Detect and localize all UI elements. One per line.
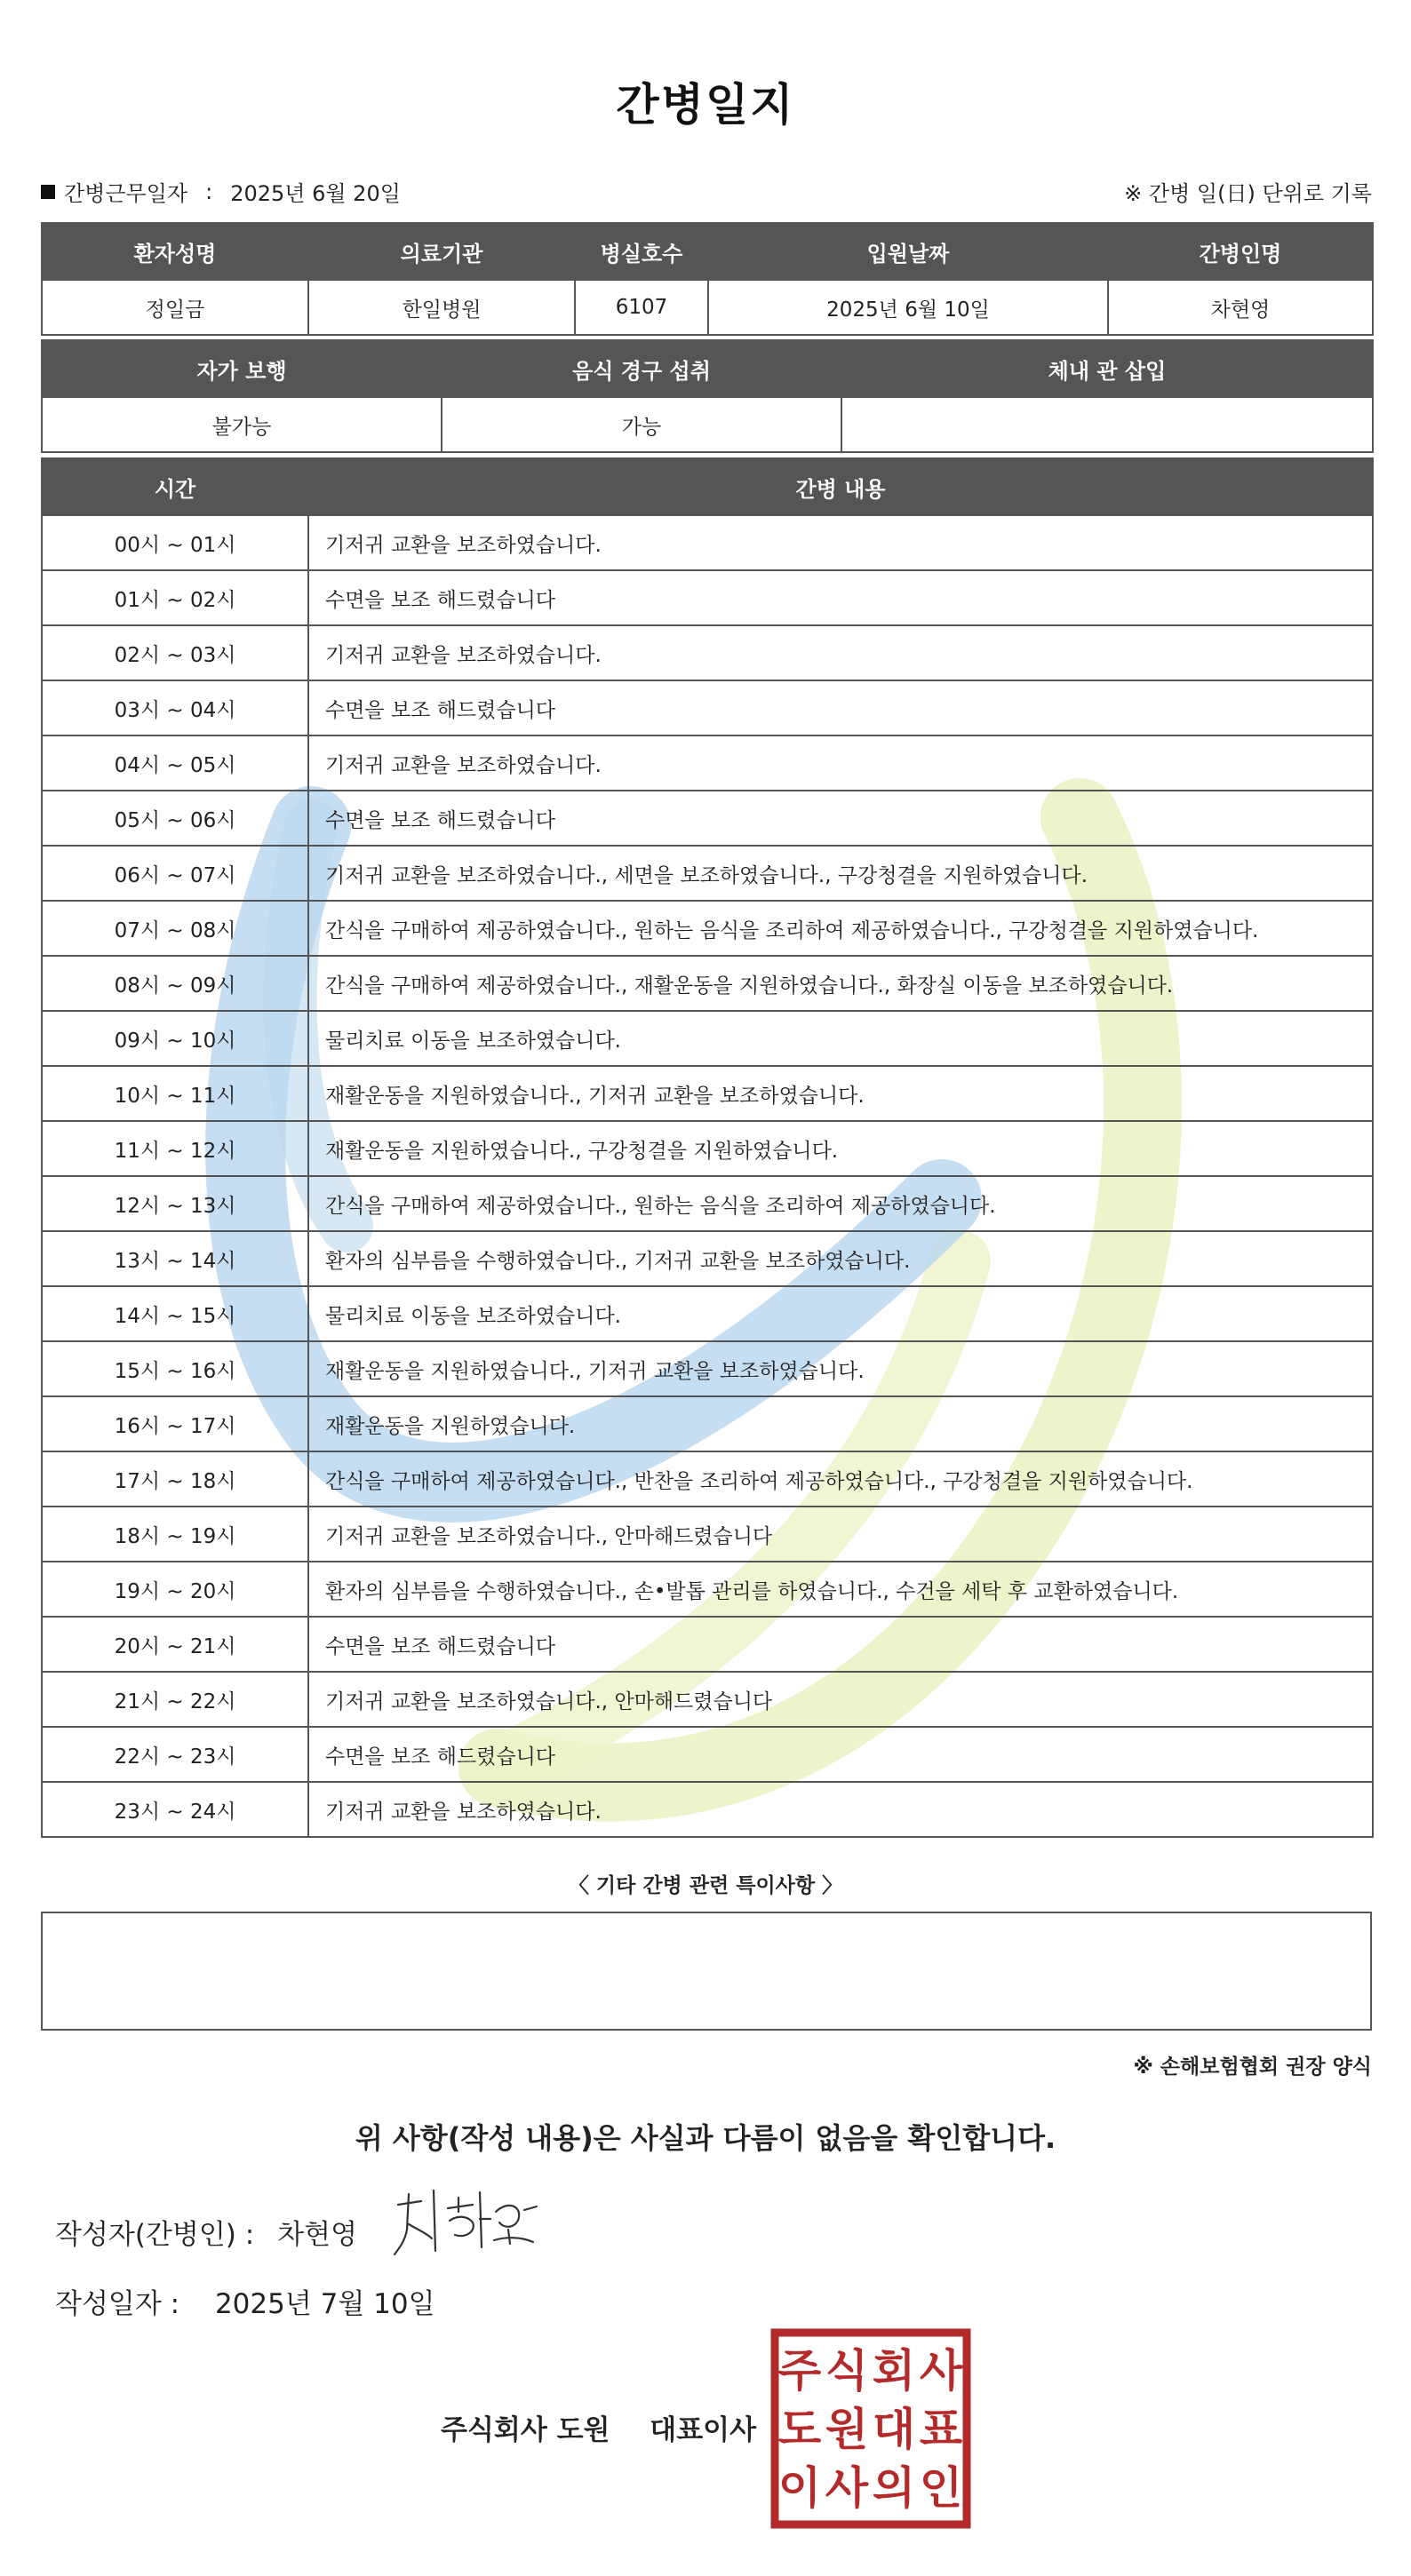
table-row [42,956,1373,1011]
table-row [42,1672,1373,1727]
seal-glyph: 도 [777,2404,822,2455]
company-name: 주식회사 도원 [441,2414,610,2446]
seal-glyph: 주 [777,2345,822,2397]
time-slot: 17시 ~ 18시 [42,1451,308,1507]
table-row [42,1286,1373,1341]
patient-status-table [41,339,1374,453]
header-time: 시간 [42,458,308,515]
table-row [42,846,1373,901]
care-content: 간식을 구매하여 제공하였습니다., 재활운동을 지원하였습니다., 화장실 이동을 보조하였습니다. [308,956,1373,1011]
self-walking-value: 불가능 [42,397,442,452]
table-row [42,791,1373,846]
care-content: 재활운동을 지원하였습니다. [308,1396,1373,1451]
time-slot: 06시 ~ 07시 [42,846,308,901]
table-row [42,680,1373,735]
seal-glyph: 의 [872,2462,916,2514]
time-slot: 08시 ~ 09시 [42,956,308,1011]
admission-date: 2025년 6월 10일 [708,280,1108,335]
care-content: 수면을 보조 해드렸습니다 [308,1617,1373,1672]
company-seal-stamp [769,2327,972,2530]
writer-line [55,2212,357,2252]
header-self-walking: 자가 보행 [42,340,442,397]
table-row [42,1011,1373,1066]
seal-glyph: 인 [919,2462,963,2514]
work-date [41,176,401,207]
time-slot: 14시 ~ 15시 [42,1286,308,1341]
tube-insertion-value [841,397,1373,452]
time-slot: 12시 ~ 13시 [42,1176,308,1231]
document-title: 간병일지 [616,79,795,131]
care-content: 기저귀 교환을 보조하였습니다., 안마해드렸습니다 [308,1507,1373,1562]
table-row [42,515,1373,570]
care-content: 수면을 보조 해드렸습니다 [308,570,1373,625]
care-content: 기저귀 교환을 보조하였습니다. [308,1782,1373,1837]
care-content: 간식을 구매하여 제공하였습니다., 원하는 음식을 조리하여 제공하였습니다., 구강청결을 지원하였습니다. [308,901,1373,956]
care-schedule-table [41,457,1374,1838]
schedule-body [42,515,1373,1837]
time-slot: 23시 ~ 24시 [42,1782,308,1837]
time-slot: 19시 ~ 20시 [42,1562,308,1617]
bullet-square-icon [41,185,55,199]
seal-glyph: 원 [825,2404,869,2455]
seal-glyph: 식 [825,2345,869,2397]
oral-intake-value: 가능 [442,397,841,452]
confirmation-statement: 위 사항(작성 내용)은 사실과 다름이 없음을 확인합니다. [355,2121,1056,2155]
header-hospital: 의료기관 [308,223,575,280]
caregiver-name: 차현영 [1108,280,1373,335]
work-date-colon: : [205,179,213,204]
table-row [42,1727,1373,1782]
company-line [441,2407,756,2447]
writer-label: 작성자(간병인) : [55,2219,255,2251]
time-slot: 05시 ~ 06시 [42,791,308,846]
table-row [42,1231,1373,1286]
care-content: 기저귀 교환을 보조하였습니다., 안마해드렸습니다 [308,1672,1373,1727]
care-content: 기저귀 교환을 보조하였습니다. [308,735,1373,791]
table-row [42,1121,1373,1176]
header-care-content: 간병 내용 [308,458,1373,515]
room-number: 6107 [575,280,708,335]
care-content: 간식을 구매하여 제공하였습니다., 반찬을 조리하여 제공하였습니다., 구강청결을 지원하였습니다. [308,1451,1373,1507]
table-row [42,1176,1373,1231]
time-slot: 16시 ~ 17시 [42,1396,308,1451]
work-date-label: 간병근무일자 [64,181,188,206]
seal-glyph: 사 [919,2345,963,2397]
table-row [42,1451,1373,1507]
care-content: 간식을 구매하여 제공하였습니다., 원하는 음식을 조리하여 제공하였습니다. [308,1176,1373,1231]
time-slot: 18시 ~ 19시 [42,1507,308,1562]
header-patient-name: 환자성명 [42,223,308,280]
record-note: ※ 간병 일(日) 단위로 기록 [1124,181,1372,206]
table-row [42,1341,1373,1396]
table-row [42,735,1373,791]
work-date-value: 2025년 6월 20일 [230,181,401,206]
time-slot: 13시 ~ 14시 [42,1231,308,1286]
header-room-number: 병실호수 [575,223,708,280]
care-content: 환자의 심부름을 수행하였습니다., 손•발톱 관리를 하였습니다., 수건을 세탁 후 교환하였습니다. [308,1562,1373,1617]
handwritten-signature [391,2185,542,2265]
seal-glyph: 회 [872,2345,916,2397]
time-slot: 10시 ~ 11시 [42,1066,308,1121]
time-slot: 07시 ~ 08시 [42,901,308,956]
seal-glyph: 대 [872,2404,916,2455]
company-role: 대표이사 [650,2414,757,2446]
table-row [42,901,1373,956]
seal-glyph: 사 [825,2462,869,2514]
recommended-form-note: ※ 손해보험협회 권장 양식 [1133,2055,1372,2079]
time-slot: 11시 ~ 12시 [42,1121,308,1176]
notes-box [41,1912,1372,2031]
header-caregiver-name: 간병인명 [1108,223,1373,280]
care-content: 물리치료 이동을 보조하였습니다. [308,1286,1373,1341]
care-content: 수면을 보조 해드렸습니다 [308,791,1373,846]
time-slot: 02시 ~ 03시 [42,625,308,680]
header-oral-intake: 음식 경구 섭취 [442,340,841,397]
table-row [42,1562,1373,1617]
table-row [42,1782,1373,1837]
table-row [42,570,1373,625]
table-row [42,1507,1373,1562]
care-content: 재활운동을 지원하였습니다., 기저귀 교환을 보조하였습니다. [308,1066,1373,1121]
time-slot: 01시 ~ 02시 [42,570,308,625]
patient-name: 정일금 [42,280,308,335]
care-content: 기저귀 교환을 보조하였습니다. [308,625,1373,680]
time-slot: 03시 ~ 04시 [42,680,308,735]
notes-title: 〈 기타 간병 관련 특이사항 〉 [568,1874,843,1897]
seal-glyph: 이 [777,2462,822,2514]
time-slot: 09시 ~ 10시 [42,1011,308,1066]
hospital-name: 한일병원 [308,280,575,335]
care-content: 재활운동을 지원하였습니다., 구강청결을 지원하였습니다. [308,1121,1373,1176]
care-content: 물리치료 이동을 보조하였습니다. [308,1011,1373,1066]
written-date-label: 작성일자 : [55,2288,180,2320]
care-content: 수면을 보조 해드렸습니다 [308,1727,1373,1782]
time-slot: 00시 ~ 01시 [42,515,308,570]
care-content: 수면을 보조 해드렸습니다 [308,680,1373,735]
time-slot: 04시 ~ 05시 [42,735,308,791]
table-row [42,1066,1373,1121]
header-tube-insertion: 체내 관 삽입 [841,340,1373,397]
time-slot: 20시 ~ 21시 [42,1617,308,1672]
patient-info-table [41,222,1374,336]
written-date-value: 2025년 7월 10일 [214,2288,435,2320]
care-content: 기저귀 교환을 보조하였습니다. [308,515,1373,570]
header-admission-date: 입원날짜 [708,223,1108,280]
care-content: 재활운동을 지원하였습니다., 기저귀 교환을 보조하였습니다. [308,1341,1373,1396]
time-slot: 22시 ~ 23시 [42,1727,308,1782]
time-slot: 21시 ~ 22시 [42,1672,308,1727]
written-date-line [55,2281,435,2321]
table-row [42,1617,1373,1672]
table-row [42,1396,1373,1451]
table-row [42,625,1373,680]
seal-glyph: 표 [919,2404,963,2455]
writer-name: 차현영 [277,2219,358,2251]
care-content: 기저귀 교환을 보조하였습니다., 세면을 보조하였습니다., 구강청결을 지원하였습니다. [308,846,1373,901]
time-slot: 15시 ~ 16시 [42,1341,308,1396]
care-content: 환자의 심부름을 수행하였습니다., 기저귀 교환을 보조하였습니다. [308,1231,1373,1286]
